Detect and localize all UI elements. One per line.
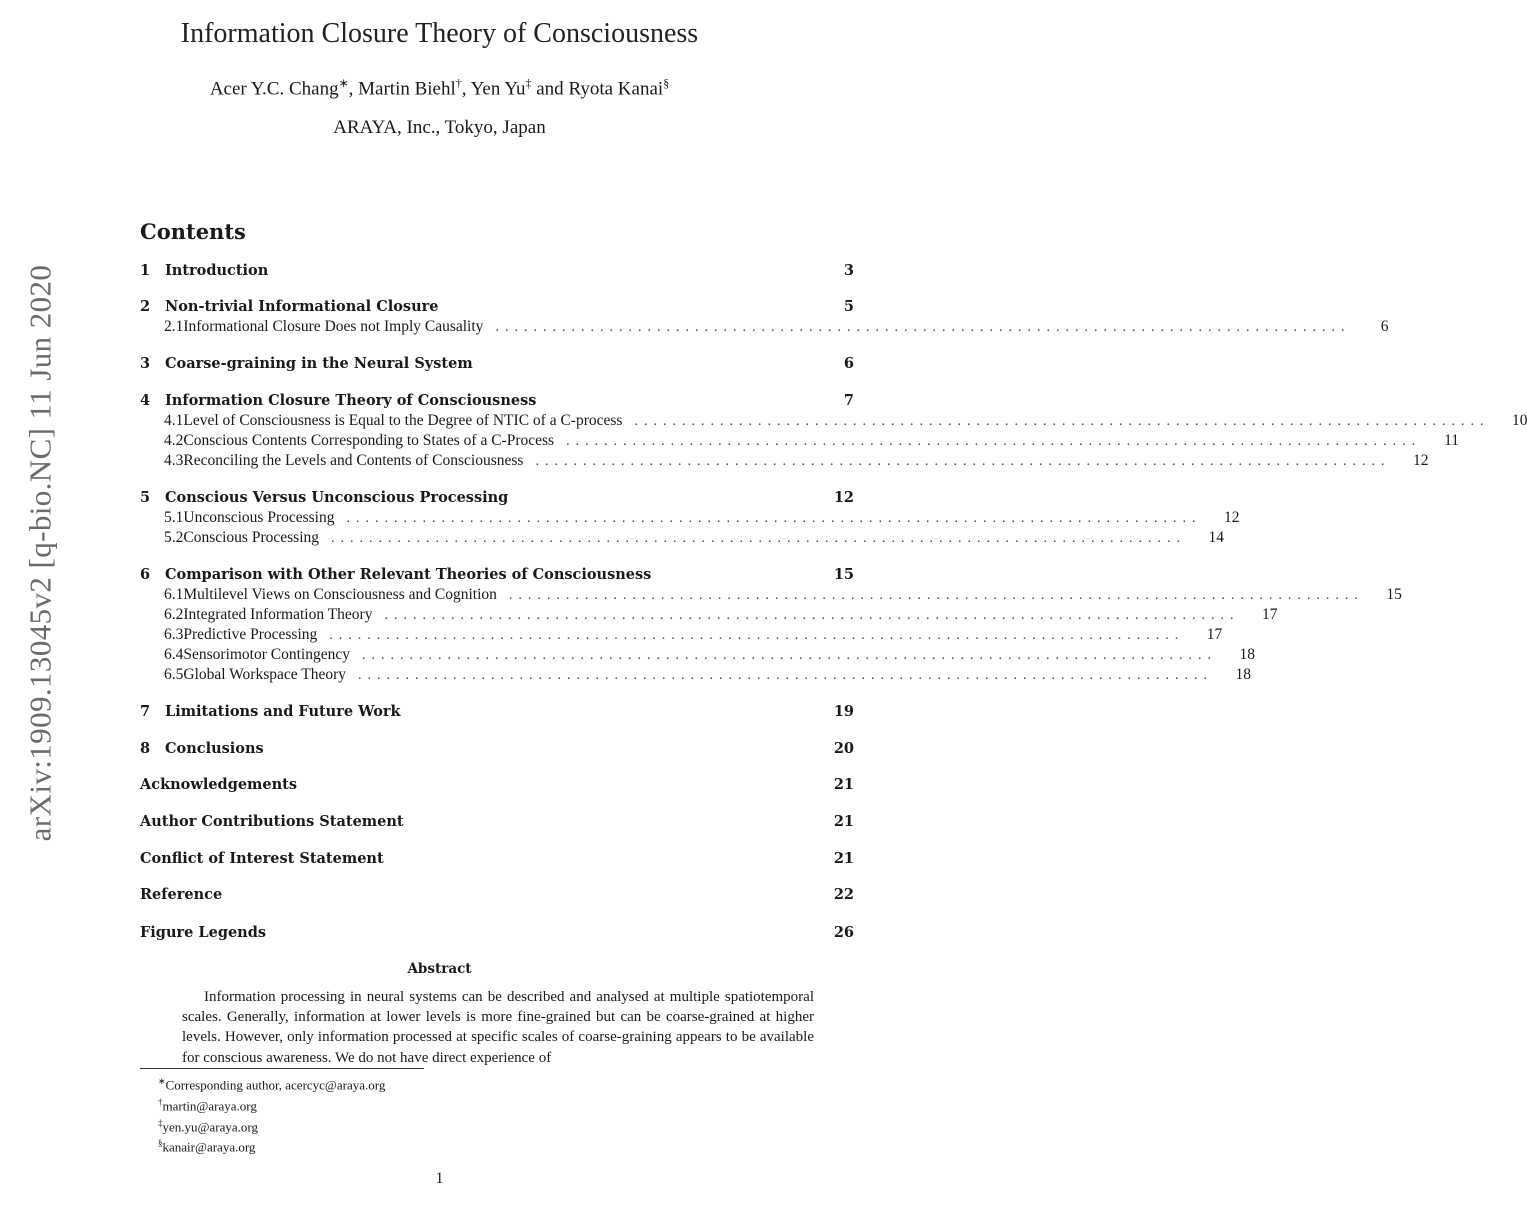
toc-page-number: 7 <box>843 392 854 409</box>
toc-page-number: 11 <box>1444 432 1460 449</box>
toc-section[interactable] <box>140 489 854 511</box>
toc-subsection[interactable] <box>140 606 1278 628</box>
toc-leader-dots: .......................................................................................... <box>331 531 1186 546</box>
toc-title: Information Closure Theory of Consciousness <box>165 392 537 409</box>
toc-section[interactable] <box>140 298 854 320</box>
toc-title: Author Contributions Statement <box>140 813 404 830</box>
toc-page-number: 3 <box>843 262 854 279</box>
toc-number: 4.1 <box>164 412 184 429</box>
toc-title: Conscious Processing <box>183 529 319 546</box>
toc-title: Introduction <box>165 262 269 279</box>
toc-title: Reconciling the Levels and Contents of Consciousness <box>183 452 524 469</box>
toc-page-number: 10 <box>1511 412 1527 429</box>
toc-leader-dots: .......................................................................................... <box>384 608 1240 623</box>
toc-title: Non-trivial Informational Closure <box>165 298 439 315</box>
toc-number: 4 <box>140 392 151 409</box>
toc-section[interactable] <box>140 740 854 762</box>
toc-section[interactable] <box>140 566 854 588</box>
toc-number: 6 <box>140 566 151 583</box>
toc-section[interactable] <box>140 776 854 798</box>
toc-title: Predictive Processing <box>183 626 318 643</box>
footnote-mark: ‡ <box>158 1117 163 1128</box>
toc-title: Conflict of Interest Statement <box>140 850 384 867</box>
toc-subsection[interactable] <box>140 412 1527 434</box>
footnote-text: martin@araya.org <box>162 1098 257 1114</box>
footnote-line <box>158 1094 385 1115</box>
author-name: Yen Yu <box>470 78 526 100</box>
affiliation: ARAYA, Inc., Tokyo, Japan <box>333 117 546 138</box>
toc-title: Figure Legends <box>140 924 267 941</box>
footnote-line <box>158 1135 385 1156</box>
toc-section[interactable] <box>140 813 854 835</box>
toc-number: 6.5 <box>164 666 184 683</box>
toc-subsection[interactable] <box>140 586 1402 608</box>
footnote-rule <box>140 1068 424 1069</box>
toc-page-number: 6 <box>1380 318 1389 335</box>
author-name: Ryota Kanai <box>568 78 664 100</box>
footnote-text: yen.yu@araya.org <box>162 1118 258 1134</box>
abstract-heading: Abstract <box>407 961 472 977</box>
footnote-line <box>158 1073 385 1094</box>
toc-number: 6.4 <box>164 646 184 663</box>
toc-section[interactable] <box>140 392 854 414</box>
toc-leader-dots: .......................................................................................... <box>357 668 1213 683</box>
toc-page-number: 15 <box>833 566 854 583</box>
toc-page-number: 17 <box>1261 606 1278 623</box>
page-number: 1 <box>435 1170 444 1187</box>
toc-title: Global Workspace Theory <box>183 666 346 683</box>
author-name: Martin Biehl <box>358 78 456 100</box>
arxiv-sidebar <box>20 238 60 868</box>
toc-page-number: 14 <box>1208 529 1224 546</box>
toc-number: 6.1 <box>164 586 184 603</box>
toc-title: Level of Consciousness is Equal to the Degree of NTIC of a C-process <box>183 412 623 429</box>
toc-page-number: 6 <box>843 355 854 372</box>
contents-heading: Contents <box>140 219 246 244</box>
toc-section[interactable] <box>140 355 854 377</box>
toc-page-number: 19 <box>833 703 854 720</box>
paper-title: Information Closure Theory of Consciousness <box>180 18 699 49</box>
toc-title: Unconscious Processing <box>183 509 335 526</box>
toc-page-number: 5 <box>843 298 854 315</box>
toc-number: 5.2 <box>164 529 184 546</box>
footnote-mark: ∗ <box>158 1076 166 1086</box>
toc-number: 6.2 <box>164 606 184 623</box>
toc-leader-dots: .......................................................................................... <box>566 434 1422 449</box>
toc-leader-dots: .......................................................................................... <box>362 648 1217 663</box>
toc-number: 4.2 <box>164 432 184 449</box>
toc-title: Conscious Versus Unconscious Processing <box>165 489 509 506</box>
toc-leader-dots: .......................................................................................... <box>508 588 1364 603</box>
toc-page-number: 21 <box>833 850 854 867</box>
toc-leader-dots: .......................................................................................... <box>535 454 1391 469</box>
footnote-mark: § <box>158 1138 163 1149</box>
toc-section[interactable] <box>140 924 854 946</box>
toc-title: Reference <box>140 886 223 903</box>
author-list: Acer Y.C. Chang∗, Martin Biehl†, Yen Yu‡ and Ryota Kanai§ <box>209 76 670 100</box>
toc-leader-dots: .......................................................................................... <box>495 320 1351 335</box>
toc-title: Limitations and Future Work <box>165 703 401 720</box>
footnote-text: Corresponding author, acercyc@araya.org <box>165 1077 386 1093</box>
toc-title: Sensorimotor Contingency <box>183 646 350 663</box>
toc-section[interactable] <box>140 886 854 908</box>
toc-title: Acknowledgements <box>140 776 298 793</box>
toc-number: 6.3 <box>164 626 184 643</box>
toc-page-number: 12 <box>833 489 854 506</box>
toc-page-number: 17 <box>1206 626 1223 643</box>
toc-leader-dots: .......................................................................................... <box>329 628 1185 643</box>
toc-number: 2 <box>140 298 151 315</box>
toc-number: 3 <box>140 355 151 372</box>
toc-title: Integrated Information Theory <box>183 606 373 623</box>
toc-subsection[interactable] <box>140 626 1223 648</box>
toc-page-number: 18 <box>1239 646 1255 663</box>
author-mark: ‡ <box>525 76 532 90</box>
toc-section[interactable] <box>140 850 854 872</box>
toc-title: Coarse-graining in the Neural System <box>165 355 473 372</box>
toc-page-number: 12 <box>1224 509 1240 526</box>
toc-page-number: 20 <box>833 740 854 757</box>
footnotes <box>158 1073 385 1156</box>
toc-subsection[interactable] <box>140 646 1255 668</box>
abstract-text: Information processing in neural systems can be described and analysed at multiple spatiotemporal scales. Generally, information at lower levels is more fine-grained but can be coarse-grained at higher levels. However, only information processed at specific scales of coarse-graining appears to be available for conscious awareness. We do not have direct experience of <box>182 989 814 1066</box>
toc-number: 7 <box>140 703 151 720</box>
author-mark: § <box>663 76 670 90</box>
toc-page-number: 12 <box>1412 452 1429 469</box>
toc-number: 5.1 <box>164 509 184 526</box>
toc-title: Multilevel Views on Consciousness and Cognition <box>183 586 497 603</box>
toc-leader-dots: .......................................................................................... <box>346 511 1202 526</box>
author-name: Acer Y.C. Chang <box>209 78 339 100</box>
toc-title: Conclusions <box>165 740 264 757</box>
toc-number: 8 <box>140 740 151 757</box>
toc-subsection[interactable] <box>140 509 1240 531</box>
toc-number: 2.1 <box>164 318 184 335</box>
footnote-line <box>158 1115 385 1136</box>
toc-page-number: 15 <box>1386 586 1402 603</box>
toc-subsection[interactable] <box>140 452 1429 474</box>
toc-page-number: 21 <box>833 776 854 793</box>
toc-title: Conscious Contents Corresponding to States of a C-Process <box>183 432 555 449</box>
footnote-mark: † <box>158 1096 163 1107</box>
toc-subsection[interactable] <box>140 318 1389 340</box>
toc-section[interactable] <box>140 703 854 725</box>
toc-number: 4.3 <box>164 452 184 469</box>
toc-title: Comparison with Other Relevant Theories of Consciousness <box>165 566 652 583</box>
toc-number: 1 <box>140 262 151 279</box>
footnote-text: kanair@araya.org <box>162 1139 256 1155</box>
toc-page-number: 21 <box>833 813 854 830</box>
toc-page-number: 18 <box>1235 666 1251 683</box>
toc-subsection[interactable] <box>140 666 1251 688</box>
toc-subsection[interactable] <box>140 529 1224 551</box>
toc-page-number: 26 <box>833 924 854 941</box>
toc-page-number: 22 <box>833 886 854 903</box>
toc-number: 5 <box>140 489 151 506</box>
author-mark: ∗ <box>338 76 349 90</box>
toc-section[interactable] <box>140 262 854 284</box>
toc-subsection[interactable] <box>140 432 1460 454</box>
toc-leader-dots: .......................................................................................... <box>634 414 1490 429</box>
toc-title: Informational Closure Does not Imply Causality <box>183 318 484 335</box>
author-mark: † <box>455 76 462 90</box>
arxiv-identifier[interactable]: arXiv:1909.13045v2 [q-bio.NC] 11 Jun 2020 <box>22 264 57 842</box>
